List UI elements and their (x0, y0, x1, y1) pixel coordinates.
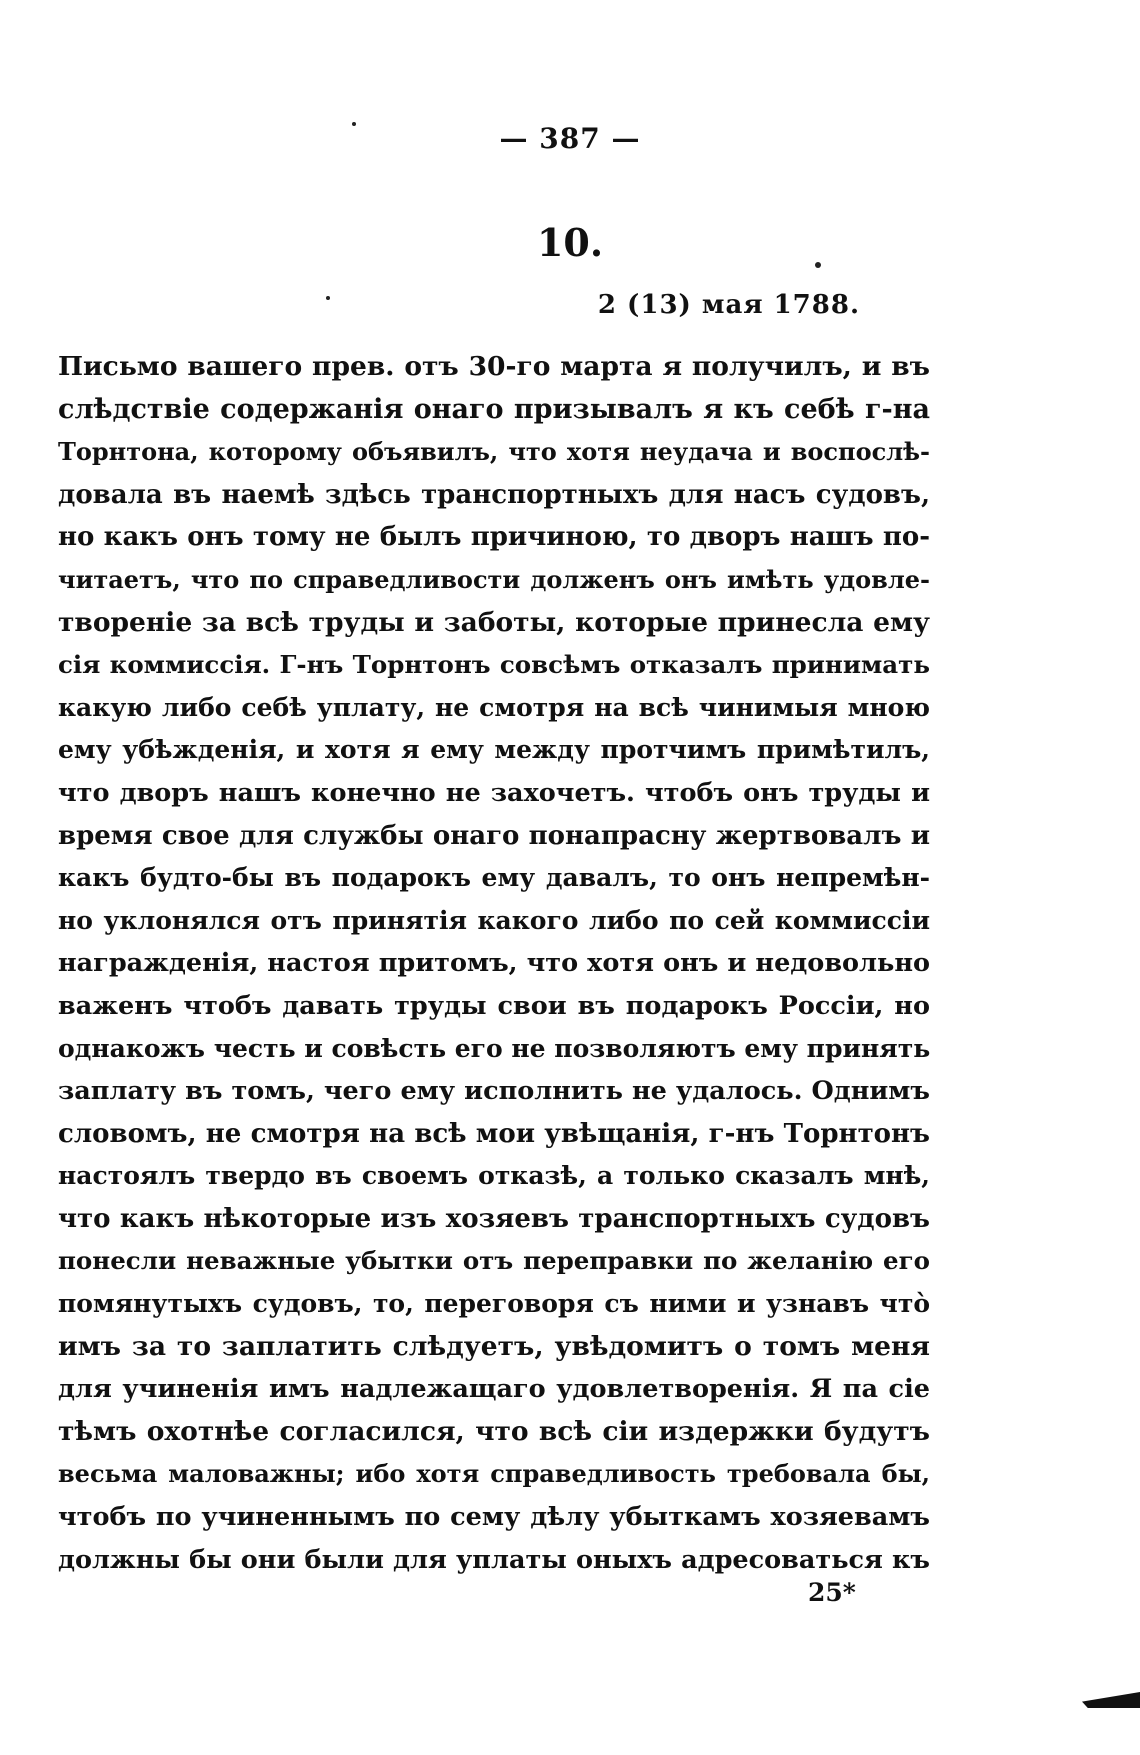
letter-body (58, 346, 930, 1581)
text-line: но какъ онъ тому не былъ причиною, то дворъ нашъ по- (58, 522, 930, 553)
text-line: имъ за то заплатить слѣдуетъ, увѣдомитъ о томъ меня (58, 1330, 930, 1362)
text-line: настоялъ твердо въ своемъ отказѣ, а только сказалъ мнѣ, (58, 1161, 930, 1191)
text-line: должны бы они были для уплаты оныхъ адресоваться къ (58, 1544, 930, 1575)
text-line: какъ будто-бы въ подарокъ ему давалъ, то онъ непремѣн- (58, 863, 930, 893)
text-line: словомъ, не смотря на всѣ мои увѣщанія, г-нъ Торнтонъ (58, 1118, 930, 1149)
text-line: что дворъ нашъ конечно не захочетъ. чтобъ онъ труды и (58, 777, 930, 808)
scan-speck (352, 122, 356, 126)
scan-speck (326, 296, 330, 300)
text-line: чтобъ по учиненнымъ по сему дѣлу убыткамъ хозяевамъ (58, 1502, 930, 1533)
text-line: читаетъ, что по справедливости долженъ онъ имѣть удовле- (58, 564, 930, 594)
text-line: сія коммиссія. Г-нъ Торнтонъ совсѣмъ отказалъ принимать (58, 650, 930, 680)
scan-speck (815, 262, 821, 268)
text-line: помянутыхъ судовъ, то, переговоря съ ними и узнавъ что̀ (58, 1289, 930, 1319)
page-number: — 387 — (499, 122, 641, 155)
text-line: важенъ чтобъ давать труды свои въ подарокъ Россіи, но (58, 990, 930, 1021)
text-line: Торнтона, которому объявилъ, что хотя неудача и воспослѣ- (58, 437, 930, 467)
text-line: понесли неважные убытки отъ переправки по желанію его (58, 1246, 930, 1276)
text-line: довала въ наемѣ здѣсь транспортныхъ для насъ судовъ, (58, 479, 930, 510)
text-line: Письмо вашего прев. отъ 30-го марта я получилъ, и въ (58, 351, 930, 382)
text-line: слѣдствіе содержанія онаго призывалъ я къ себѣ г-на (58, 393, 930, 425)
text-line: награжденія, настоя притомъ, что хотя онъ и недовольно (58, 948, 930, 979)
text-line: какую либо себѣ уплату, не смотря на всѣ чинимыя мною (58, 692, 930, 722)
scan-edge-mark (1082, 1692, 1140, 1708)
text-line: тѣмъ охотнѣе согласился, что всѣ сіи издержки будутъ (58, 1415, 930, 1447)
text-line: весьма маловажны; ибо хотя справедливость требовала бы, (58, 1459, 930, 1489)
text-line: однакожъ честь и совѣсть его не позволяютъ ему принять (58, 1033, 930, 1063)
text-line: для учиненія имъ надлежащаго удовлетворенія. Я па сіе (58, 1374, 930, 1405)
text-line: твореніе за всѣ труды и заботы, которые принесла ему (58, 606, 930, 638)
text-line: заплату въ томъ, чего ему исполнить не удалось. Однимъ (58, 1076, 930, 1107)
text-line: время свое для службы онаго понапрасну жертвовалъ и (58, 820, 930, 851)
letter-number: 10. (536, 220, 604, 265)
dateline: 2 (13) мая 1788. (597, 290, 860, 320)
signature-mark: 25* (808, 1578, 856, 1607)
text-line: но уклонялся отъ принятія какого либо по сей коммиссіи (58, 905, 930, 935)
text-line: ему убѣжденія, и хотя я ему между протчимъ примѣтилъ, (58, 735, 930, 765)
text-line: что какъ нѣкоторые изъ хозяевъ транспортныхъ судовъ (58, 1203, 930, 1234)
